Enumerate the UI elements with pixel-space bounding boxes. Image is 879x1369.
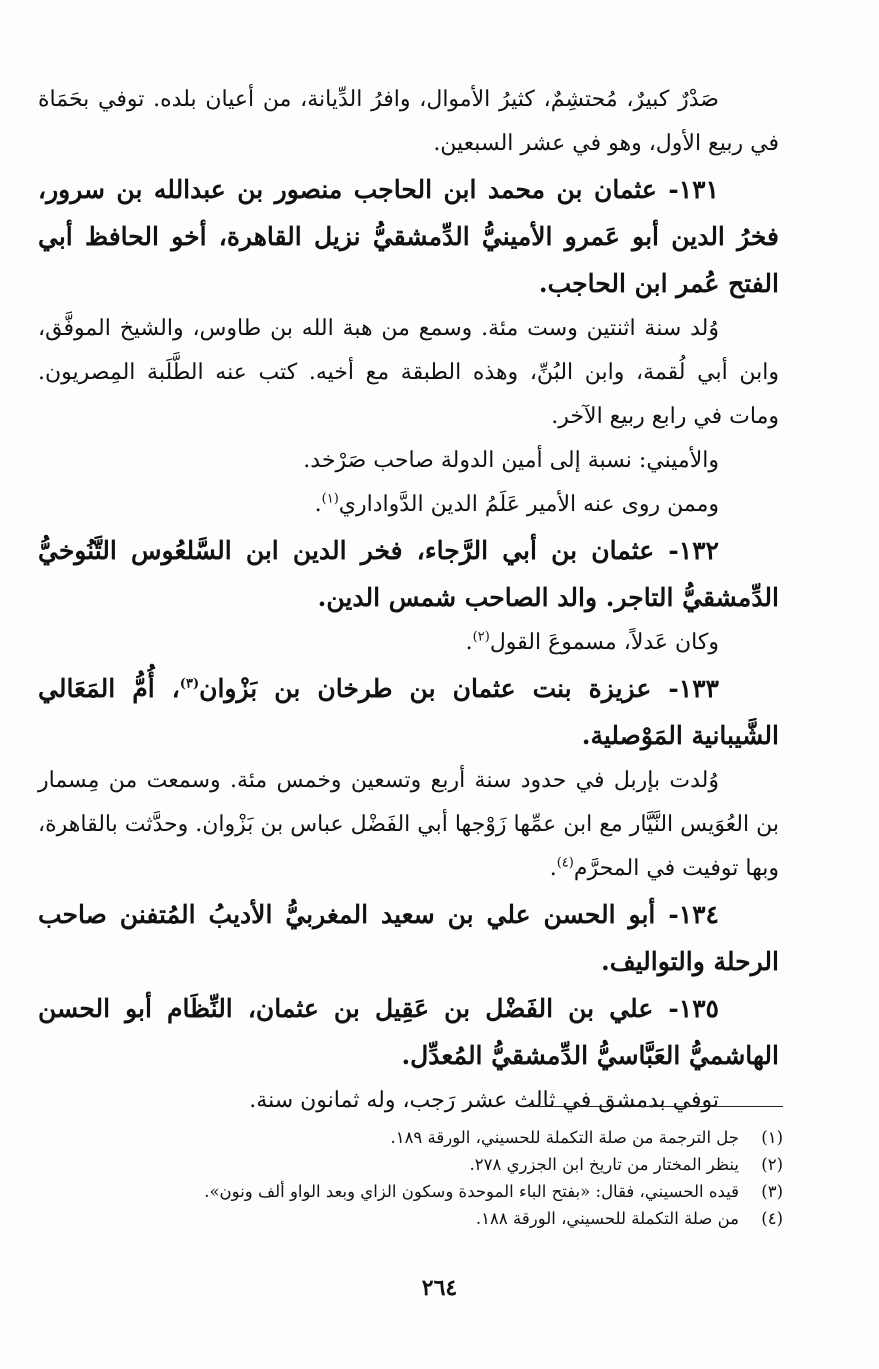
main-text [38, 78, 779, 1123]
footnote-number: (٢) [761, 1155, 783, 1174]
footnote-1 [40, 1124, 783, 1151]
entry-131-narrator-text: وممن روى عنه الأمير عَلَمُ الدين الدَّواداري [338, 492, 719, 517]
entry-133-text: وُلدت بإربل في حدود سنة أربع وتسعين وخمس مئة. وسمعت من مِسمار بن العُوَيس النَّيَّار مع ابن عمِّها زَوْجها أبي الفَضْل عباس بن بَزْوان. وحدَّثت بالقاهرة، وبها توفيت في المحرَّم [38, 768, 779, 881]
entry-133-heading-b: ، أُمُّ المَعَالي الشَّيبانية المَوْصلية. [38, 674, 779, 750]
entry-131-paragraph-nisba: والأميني: نسبة إلى أمين الدولة صاحب صَرْخد. [303, 448, 719, 473]
footnote-ref-4[interactable]: (٤) [556, 855, 574, 871]
footnote-2 [40, 1151, 783, 1178]
entry-134-heading: ١٣٤- أبو الحسن علي بن سعيد المغربيُّ الأديبُ المُتفنن صاحب الرحلة والتواليف. [38, 900, 779, 976]
entry-131-heading: ١٣١- عثمان بن محمد ابن الحاجب منصور بن عبدالله بن سرور، فخرُ الدين أبو عَمرو الأمينيُّ الدِّمشقيُّ نزيل القاهرة، أخو الحافظ أبي الفتح عُمر ابن الحاجب. [38, 175, 779, 298]
entry-133-paragraph [38, 759, 779, 891]
paragraph-continuation: صَدْرٌ كبيرٌ، مُحتشِمٌ، كثيرُ الأموال، وافرُ الدِّيانة، من أعيان بلده. توفي بحَمَاة في ربيع الأول، وهو في عشر السبعين. [38, 87, 779, 156]
entry-132-text: وكان عَدلاً، مسموعَ القول [489, 630, 719, 655]
entry-132-end: . [465, 630, 473, 655]
footnote-4 [40, 1205, 783, 1232]
footnote-text: من صلة التكملة للحسيني، الورقة ١٨٨. [475, 1209, 739, 1228]
footnote-ref-2[interactable]: (٢) [472, 629, 490, 645]
footnote-number: (٤) [761, 1209, 783, 1228]
entry-133-heading [38, 665, 779, 759]
footnote-text: ينظر المختار من تاريخ ابن الجزري ٢٧٨. [469, 1155, 739, 1174]
entry-133-heading-a: ١٣٣- عزيزة بنت عثمان بن طرخان بن بَزْوان [199, 674, 719, 703]
footnote-text: جل الترجمة من صلة التكملة للحسيني، الورقة ١٨٩. [390, 1128, 739, 1147]
entry-131-narrator-end: . [314, 492, 322, 517]
footnote-text: قيده الحسيني، فقال: «بفتح الباء الموحدة وسكون الزاي وبعد الواو ألف ونون». [204, 1182, 739, 1201]
footnote-divider [529, 1106, 783, 1107]
footnote-3 [40, 1178, 783, 1205]
footnote-number: (١) [761, 1128, 783, 1147]
entry-133-end: . [549, 856, 557, 881]
entry-131-paragraph-narrator [38, 483, 779, 527]
entry-132-paragraph [38, 621, 779, 665]
footnote-ref-3[interactable]: (٣) [179, 676, 200, 692]
entry-135-paragraph: توفي بدمشق في ثالث عشر رَجب، وله ثمانون سنة. [249, 1088, 719, 1113]
entry-132-heading: ١٣٢- عثمان بن أبي الرَّجاء، فخر الدين ابن السَّلعُوس التَّنُوخيُّ الدِّمشقيُّ التاجر. والد الصاحب شمس الدين. [38, 536, 779, 612]
entry-135-heading: ١٣٥- علي بن الفَضْل بن عَقِيل بن عثمان، النِّظَام أبو الحسن الهاشميُّ العَبَّاسيُّ الدِّمشقيُّ المُعدِّل. [38, 994, 779, 1070]
footnotes [40, 1124, 783, 1232]
footnote-ref-1[interactable]: (١) [321, 491, 339, 507]
footnote-number: (٣) [761, 1182, 783, 1201]
entry-131-paragraph-birth: وُلد سنة اثنتين وست مئة. وسمع من هبة الله بن طاوس، والشيخ الموفَّق، وابن أبي لُقمة، وابن البُنِّ، وهذه الطبقة مع أخيه. كتب عنه الطَّلَبة المِصريون. ومات في رابع ربيع الآخر. [38, 316, 779, 429]
page-number: ٢٦٤ [421, 1275, 458, 1301]
